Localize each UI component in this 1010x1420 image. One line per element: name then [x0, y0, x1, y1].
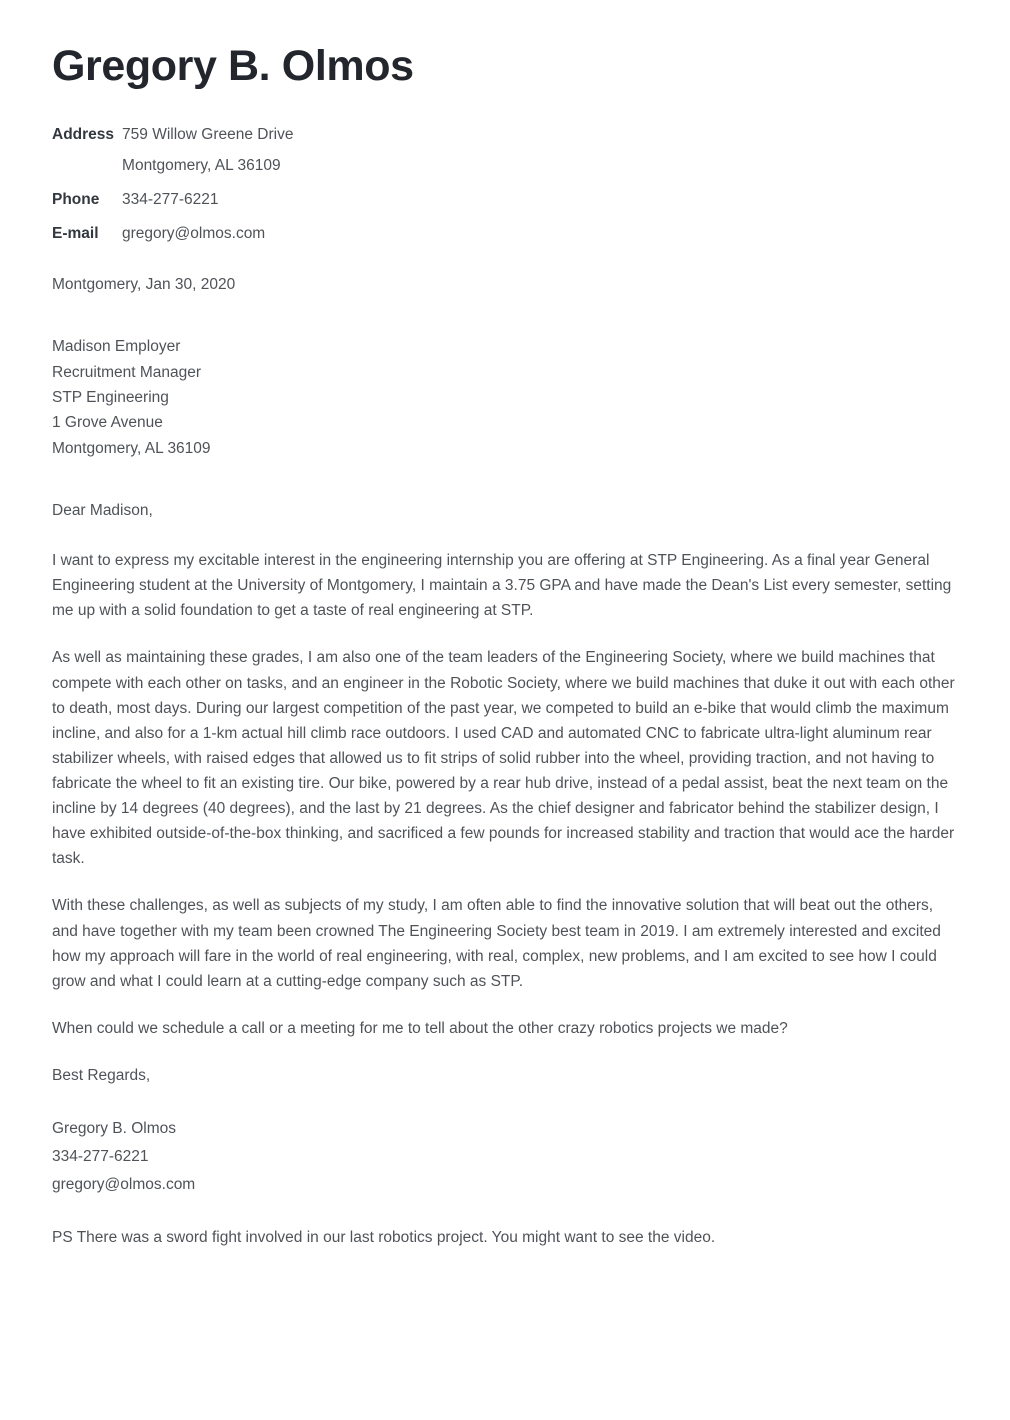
recipient-street: 1 Grove Avenue [52, 414, 163, 432]
contact-row-email [52, 224, 958, 245]
letter-closing [52, 1063, 958, 1251]
contact-value-phone [122, 190, 219, 211]
contact-label-address: Address [52, 126, 115, 144]
recipient-title: Recruitment Manager [52, 363, 202, 381]
body-paragraph-3: With these challenges, as well as subjects of my study, I am often able to find the innovative solution that will beat out the others, and have together with my team been crowned The Engineering Society best team in 2019. I am extremely interested and excited how my approach will fare in the world of real engineering, with real, complex, new problems, and I am excited to see how I could grow and what I could learn at a cutting-edge company such as STP. [52, 897, 941, 990]
date-line: Montgomery, Jan 30, 2020 [52, 276, 236, 294]
address-line-1: 759 Willow Greene Drive [122, 126, 294, 144]
letter-body [52, 548, 958, 1041]
recipient-name: Madison Employer [52, 338, 181, 356]
page-title: Gregory B. Olmos [52, 42, 414, 90]
address-line-2: Montgomery, AL 36109 [122, 157, 281, 175]
contact-value-address [122, 125, 293, 177]
body-paragraph-2: As well as maintaining these grades, I am also one of the team leaders of the Engineering Society, where we build machines that compete with each other on tasks, and an engineer in the Robotic Society, where we build machines that duke it out with each other to death, most days. During our largest competition of the past year, we competed to build an e-bike that would climb the maximum incline, and also for a 1-km actual hill climb race outdoors. I used CAD and automated CNC to fabricate ultra-light aluminum rear stabilizer wheels, with raised edges that allowed us to fit strips of solid rubber into the wheel, providing traction, and not having to fabricate the wheel to fit an existing tire. Our bike, powered by a rear hub drive, instead of a pedal assist, beat the next team on the incline by 14 degrees (40 degrees), and the last by 21 degrees. As the chief designer and fabricator behind the stabilizer design, I have exhibited outside-of-the-box thinking, and sacrificed a few pounds for increased stability and traction that would ace the harder task. [52, 649, 955, 868]
signature-phone: 334-277-6221 [52, 1148, 149, 1166]
signature-email: gregory@olmos.com [52, 1176, 196, 1194]
recipient-city-state-zip: Montgomery, AL 36109 [52, 439, 211, 457]
sign-off: Best Regards, [52, 1067, 151, 1085]
signature-name: Gregory B. Olmos [52, 1120, 177, 1138]
recipient-address-block [52, 334, 958, 461]
contact-details-block [52, 125, 958, 245]
contact-row-phone [52, 190, 958, 211]
recipient-company: STP Engineering [52, 388, 169, 406]
body-paragraph-1: I want to express my excitable interest in the engineering internship you are offering at STP Engineering. As a final year General Engineering student at the University of Montgomery, I maintain a 3.75 GPA and have made the Dean's List every semester, setting me up with a solid foundation to get a taste of real engineering at STP. [52, 552, 952, 620]
contact-label-phone: Phone [52, 191, 100, 209]
contact-row-address [52, 125, 958, 177]
postscript: PS There was a sword fight involved in our last robotics project. You might want to see the video. [52, 1229, 716, 1247]
contact-label-email: E-mail [52, 225, 99, 243]
email-address: gregory@olmos.com [122, 225, 266, 243]
contact-value-email [122, 224, 265, 245]
body-paragraph-4: When could we schedule a call or a meeting for me to tell about the other crazy robotics projects we made? [52, 1019, 788, 1037]
salutation: Dear Madison, [52, 502, 153, 520]
phone-number: 334-277-6221 [122, 191, 219, 209]
